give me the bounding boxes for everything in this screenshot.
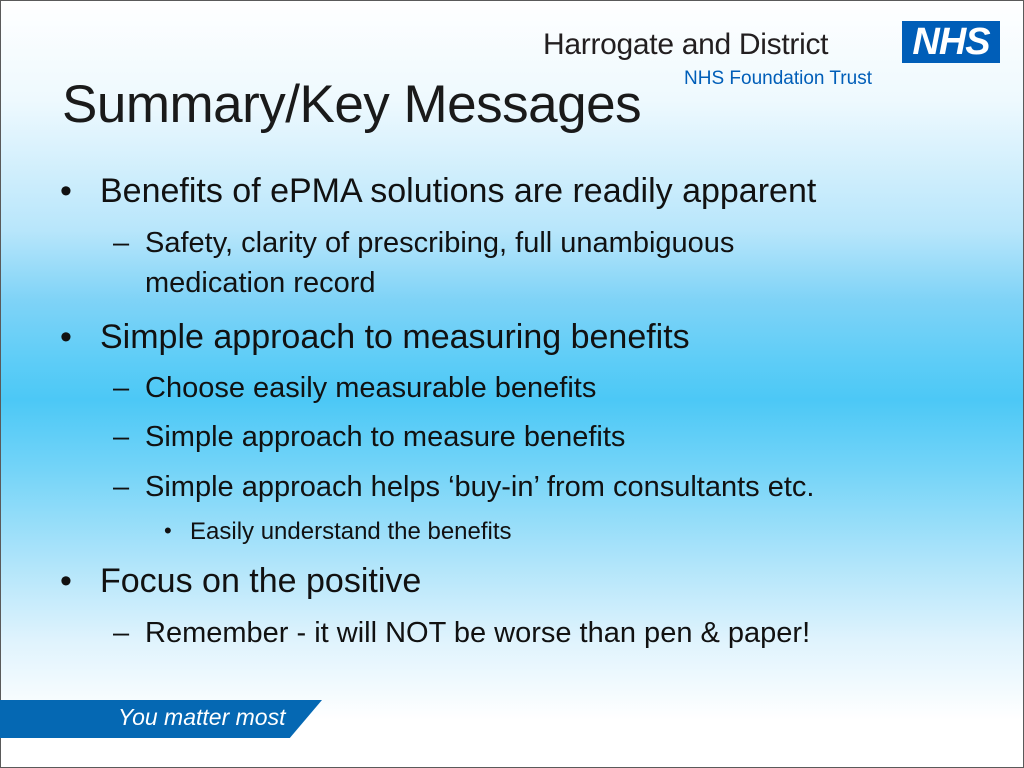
bullet-marker-small: • [164, 518, 172, 543]
bullet-level2-continued: medication record [145, 267, 376, 299]
dash-marker: – [113, 227, 130, 259]
bullet-level1: Benefits of ePMA solutions are readily apparent [100, 172, 817, 210]
bullet-marker: • [60, 172, 72, 210]
bullet-level2: Simple approach helps ‘buy-in’ from consultants etc. [145, 471, 815, 503]
dash-marker: – [113, 471, 130, 503]
footer-tagline: You matter most [118, 704, 286, 730]
bullet-level2: Remember - it will NOT be worse than pen & paper! [145, 617, 811, 649]
bullet-level1: Focus on the positive [100, 562, 422, 600]
dash-marker: – [113, 421, 130, 453]
bullet-marker: • [60, 318, 72, 356]
bullet-level3: Easily understand the benefits [190, 518, 512, 545]
bullet-level2: Simple approach to measure benefits [145, 421, 626, 453]
bullet-marker: • [60, 562, 72, 600]
bullet-level2: Safety, clarity of prescribing, full unambiguous [145, 227, 735, 259]
org-name: Harrogate and District [543, 28, 829, 61]
dash-marker: – [113, 372, 130, 404]
dash-marker: – [113, 617, 130, 649]
org-subtitle: NHS Foundation Trust [684, 68, 872, 89]
bullet-level2: Choose easily measurable benefits [145, 372, 597, 404]
bullet-level1: Simple approach to measuring benefits [100, 318, 690, 356]
nhs-logo: NHS [902, 21, 1000, 63]
slide-title: Summary/Key Messages [62, 75, 642, 134]
